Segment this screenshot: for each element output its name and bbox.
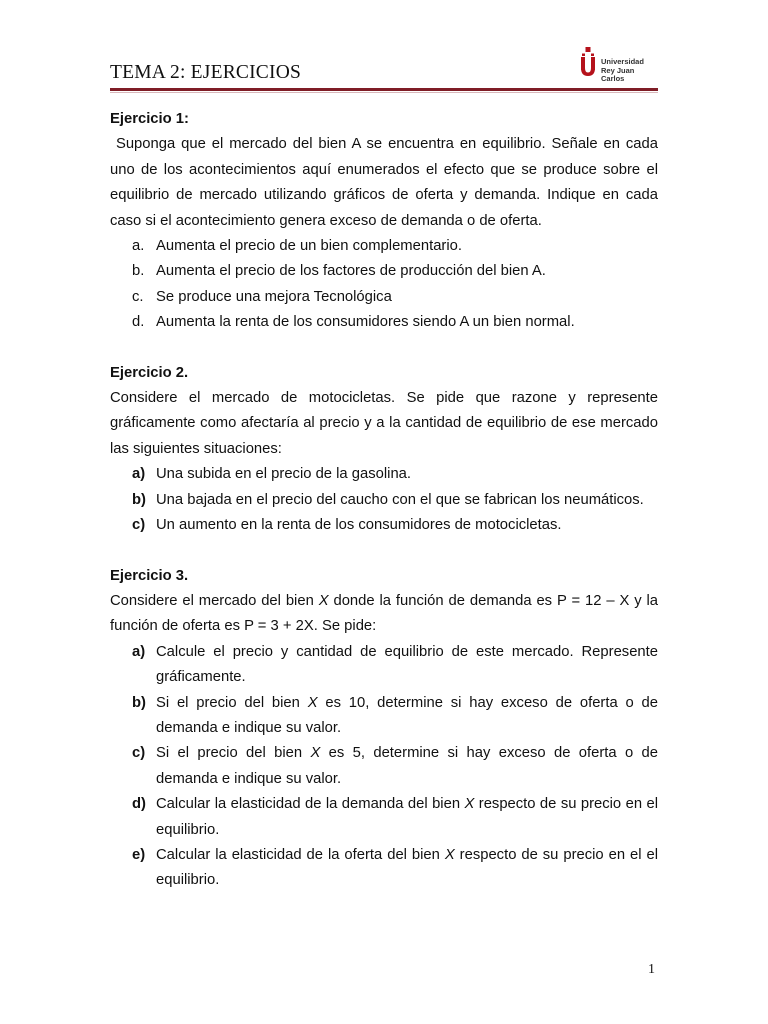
- exercise-title: Ejercicio 1:: [110, 111, 189, 127]
- exercise-title: Ejercicio 2.: [110, 364, 189, 381]
- list-item-text: Se produce una mejora Tecnológica: [156, 288, 392, 305]
- logo-line2: Rey Juan Carlos: [601, 65, 635, 83]
- list-item: [110, 741, 658, 792]
- logo-line1: Universidad: [601, 57, 644, 66]
- list-item-text: Una subida en el precio de la gasolina.: [156, 466, 412, 483]
- exercise-title: Ejercicio 3.: [110, 567, 189, 584]
- list-item: [110, 792, 658, 843]
- list-item: [110, 310, 658, 335]
- list-item: [110, 234, 658, 259]
- list-item: [110, 513, 658, 538]
- list-item: [110, 285, 658, 310]
- variable-x: X: [310, 745, 321, 762]
- document-body: [110, 107, 663, 894]
- list-marker: b): [132, 694, 146, 711]
- list-item-text: Un aumento en la renta de los consumidores de motocicletas.: [156, 517, 562, 534]
- list-item: [110, 691, 658, 742]
- exercise-intro: [110, 589, 658, 640]
- list-item-text: Una bajada en el precio del caucho con el que se fabrican los neumáticos.: [156, 491, 644, 508]
- list-marker: a.: [132, 238, 145, 255]
- urjc-logo-icon: [578, 46, 598, 78]
- intro-text: donde la función de demanda es P = 12 – X y la función de oferta es P = 3 + 2X. Se pide:: [110, 592, 659, 635]
- list-marker: a): [132, 643, 146, 660]
- exercise-intro: Considere el mercado de motocicletas. Se pide que razone y represente gráficamente como afectaría al precio y a la cantidad de equilibrio de ese mercado las siguientes situaciones:: [110, 390, 658, 457]
- list-item: [110, 488, 658, 513]
- variable-x: X: [444, 846, 455, 863]
- variable-x: X: [318, 592, 329, 609]
- exercise-items: [110, 234, 658, 336]
- university-logo: [578, 46, 658, 83]
- list-item: [110, 843, 658, 894]
- list-item-text: Calcule el precio y cantidad de equilibrio de este mercado. Represente gráficamente.: [156, 643, 658, 686]
- list-item-text: es 10, determine si hay exceso de oferta o de demanda e indique su valor.: [156, 694, 658, 736]
- list-marker: e): [132, 846, 146, 863]
- exercise-items: [110, 462, 658, 538]
- list-item-text: es 5, determine si hay exceso de oferta o de demanda e indique su valor.: [156, 745, 658, 787]
- list-marker: d.: [132, 314, 145, 331]
- exercise-3: [110, 564, 658, 894]
- list-item-text: Aumenta el precio de los factores de producción del bien A.: [156, 263, 546, 280]
- list-marker: c.: [132, 288, 144, 305]
- list-item-text: Calcular la elasticidad de la oferta del bien: [156, 846, 445, 863]
- list-item-text: Calcular la elasticidad de la demanda del bien: [156, 796, 465, 813]
- variable-x: X: [307, 694, 318, 711]
- header-rule-light: [110, 92, 658, 93]
- exercise-items: [110, 640, 658, 894]
- header-rule: [110, 88, 658, 91]
- exercise-intro: Suponga que el mercado del bien A se encuentra en equilibrio. Señale en cada uno de los acontecimientos aquí enumerados el efecto que se produce sobre el equilibrio de mercado utilizando gráficos de oferta y demanda. Indique en cada caso si el acontecimiento genera exceso de demanda o de oferta.: [110, 136, 663, 229]
- list-item-text: respecto de su precio en el equilibrio.: [156, 796, 658, 838]
- intro-text: Considere el mercado del bien: [110, 592, 319, 609]
- page-title: TEMA 2: EJERCICIOS: [110, 62, 302, 83]
- exercise-2: [110, 361, 658, 539]
- list-item: [110, 462, 658, 487]
- list-marker: c): [132, 745, 146, 762]
- exercise-1: [110, 107, 663, 336]
- list-marker: a): [132, 466, 146, 483]
- list-item-text: Si el precio del bien: [156, 694, 308, 711]
- list-marker: d): [132, 796, 146, 813]
- list-marker: b): [132, 491, 146, 508]
- list-marker: b.: [132, 263, 145, 280]
- list-marker: c): [132, 517, 146, 534]
- page-number: 1: [648, 962, 655, 977]
- list-item: [110, 640, 658, 691]
- list-item-text: Aumenta la renta de los consumidores siendo A un bien normal.: [156, 314, 575, 331]
- list-item-text: respecto de su precio en el el equilibrio.: [156, 846, 658, 889]
- list-item-text: Si el precio del bien: [156, 745, 311, 762]
- list-item-text: Aumenta el precio de un bien complementario.: [156, 238, 462, 255]
- list-item: [110, 259, 658, 284]
- variable-x: X: [464, 796, 475, 813]
